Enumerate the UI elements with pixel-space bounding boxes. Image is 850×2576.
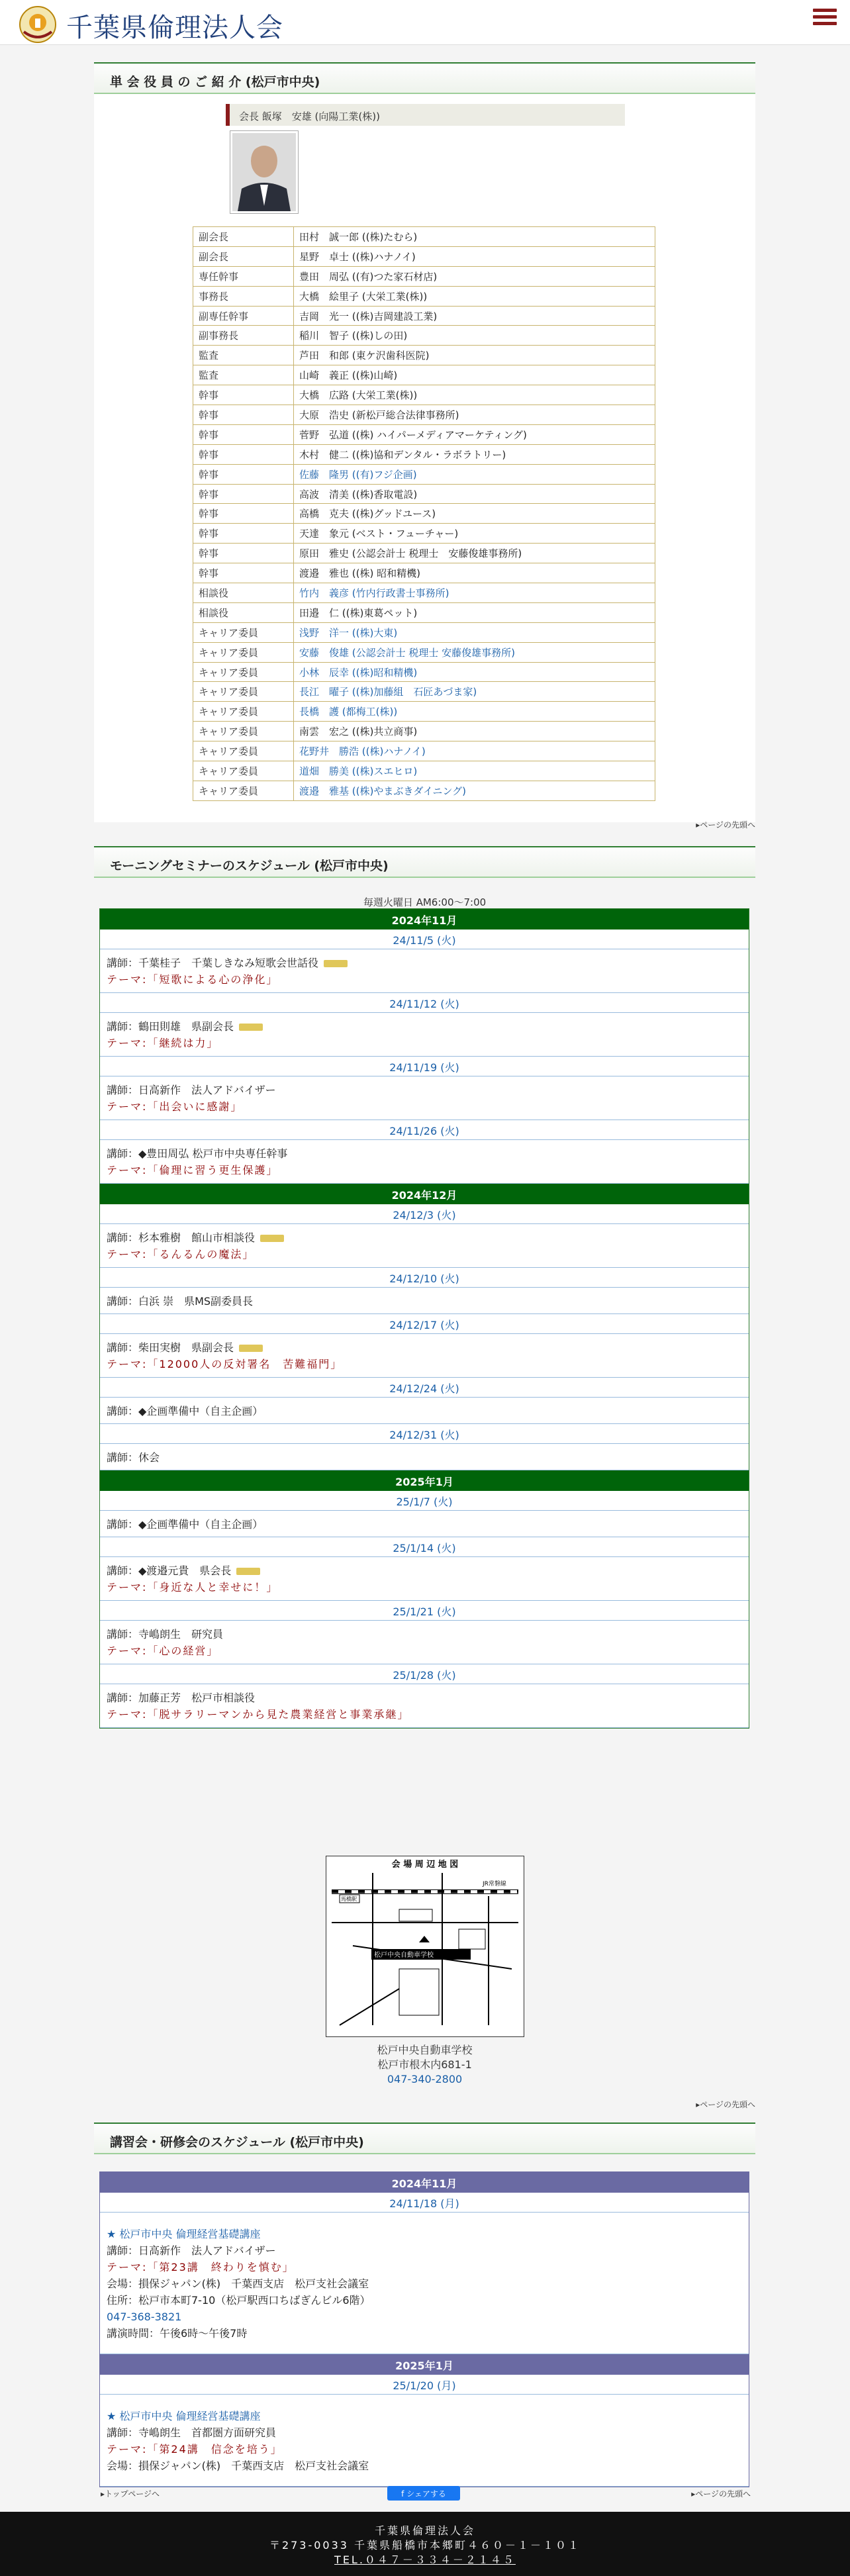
speaker-text: 講師：休会 [107, 1451, 160, 1464]
officer-row [193, 722, 655, 741]
seminar-date: 24/12/24 (火) [100, 1378, 749, 1398]
officer-row [193, 385, 655, 405]
officer-row [193, 227, 655, 247]
officer-role: キャリア委員 [193, 741, 294, 761]
officer-role: キャリア委員 [193, 682, 294, 702]
officer-role: 専任幹事 [193, 266, 294, 286]
officer-name: 田邉 仁 ((株)東葛ペット) [294, 602, 655, 622]
site-footer [0, 2512, 850, 2576]
officer-name: 芦田 和郎 (東ケ沢歯科医院) [294, 346, 655, 365]
officer-row [193, 444, 655, 464]
speaker-text: 講師：◆企画準備中（自主企画） [107, 1405, 263, 1417]
seminar-entry [100, 1684, 749, 1728]
seminar-theme: テーマ:「短歌による心の浄化」 [107, 973, 279, 986]
seminar-date: 24/11/19 (火) [100, 1057, 749, 1076]
lecture-phone-link[interactable]: 047-368-3821 [107, 2311, 182, 2323]
lecture-detail: 会場：損保ジャパン(株) 千葉西支店 松戸支社会議室 [107, 2459, 369, 2472]
officer-role: 幹事 [193, 484, 294, 504]
officer-role: 監査 [193, 346, 294, 365]
lecture-detail: 講師：寺嶋朗生 首都圏方面研究員 [107, 2426, 277, 2439]
speaker-text: 講師：◆豊田周弘 松戸市中央専任幹事 [107, 1147, 288, 1160]
speaker-text: 講師：白浜 崇 県MS副委員長 [107, 1295, 254, 1308]
officer-role: キャリア委員 [193, 761, 294, 781]
map-line-label: JR常磐線 [483, 1881, 506, 1887]
month-header: 2025年1月 [100, 1470, 749, 1491]
officer-role: 幹事 [193, 563, 294, 583]
officer-row [193, 544, 655, 563]
seminar-weekly-time: 毎週火曜日 AM6:00～7:00 [363, 896, 487, 908]
site-header [0, 0, 850, 45]
lecture-detail: 会場：損保ジャパン(株) 千葉西支店 松戸支社会議室 [107, 2277, 369, 2290]
venue-phone-link[interactable]: 047-340-2800 [387, 2073, 463, 2085]
officer-name-link[interactable]: 花野井 勝浩 ((株)ハナノイ) [294, 741, 655, 761]
officer-role: 幹事 [193, 524, 294, 544]
footer-tel-link[interactable]: TEL.０４７－３３４－２１４５ [334, 2553, 516, 2566]
seminar-entry [100, 949, 749, 993]
lecture-entry [100, 2213, 749, 2354]
officer-name: 南雲 宏之 ((株)共立商事) [294, 722, 655, 741]
officer-name: 渡邉 雅也 ((株) 昭和精機) [294, 563, 655, 583]
pagetop-link-1[interactable]: ▸ページの先頭へ [696, 820, 755, 830]
officer-row [193, 306, 655, 326]
officer-row [193, 424, 655, 444]
seminar-speaker [107, 1145, 742, 1162]
seminar-theme: テーマ:「12000人の反対署名 苦難福門」 [107, 1358, 343, 1370]
month-header: 2024年12月 [100, 1184, 749, 1204]
seminar-section [94, 846, 755, 2109]
officer-row [193, 346, 655, 365]
officer-row [193, 682, 655, 702]
officer-row [193, 602, 655, 622]
profile-badge-icon[interactable] [236, 1568, 260, 1575]
seminar-entry [100, 1013, 749, 1057]
seminar-theme: テーマ:「るんるんの魔法」 [107, 1248, 255, 1261]
president-label: 会長 飯塚 安雄 (向陽工業(株)) [226, 104, 625, 126]
officer-name: 田村 誠一郎 ((株)たむら) [294, 227, 655, 247]
seminar-entry [100, 1334, 749, 1378]
seminar-speaker [107, 1293, 742, 1310]
officer-row [193, 246, 655, 266]
officer-name-link[interactable]: 道畑 勝美 ((株)スエヒロ) [294, 761, 655, 781]
seminar-speaker [107, 1626, 742, 1643]
seminar-date: 25/1/21 (火) [100, 1601, 749, 1621]
seminar-entry [100, 1557, 749, 1601]
seminar-date: 25/1/7 (火) [100, 1491, 749, 1511]
seminar-theme: テーマ:「脱サラリーマンから見た農業経営と事業承継」 [107, 1708, 410, 1721]
pagetop-link-3[interactable]: ▸ページの先頭へ [691, 2489, 751, 2499]
speaker-text: 講師：鶴田則雄 県副会長 [107, 1020, 234, 1033]
lectures-section [94, 2123, 755, 2480]
seminar-speaker [107, 1516, 742, 1533]
officer-name-link[interactable]: 長江 曜子 ((株)加藤組 石匠あづま家) [294, 682, 655, 702]
speaker-text: 講師：日高新作 法人アドバイザー [107, 1084, 276, 1096]
seminar-speaker [107, 955, 742, 971]
officer-row [193, 326, 655, 346]
officer-row [193, 761, 655, 781]
seminar-entry [100, 1076, 749, 1120]
seminar-date: 24/11/5 (火) [100, 930, 749, 949]
site-title[interactable]: 千葉県倫理法人会 [66, 13, 283, 43]
officer-role: 幹事 [193, 444, 294, 464]
profile-badge-icon[interactable] [260, 1235, 284, 1242]
officer-role: 副事務長 [193, 326, 294, 346]
officer-row [193, 484, 655, 504]
seminar-speaker [107, 1018, 742, 1035]
seminar-date: 24/11/12 (火) [100, 993, 749, 1013]
officer-row [193, 365, 655, 385]
footer-address: 〒273-0033 千葉県船橋市本郷町４６０－１－１０１ [269, 2539, 581, 2552]
officers-section [94, 62, 755, 837]
lecture-entry [100, 2395, 749, 2487]
officer-role: キャリア委員 [193, 642, 294, 662]
officer-role: 相談役 [193, 602, 294, 622]
officer-name-link[interactable]: 竹内 義彦 (竹内行政書士事務所) [294, 583, 655, 603]
officer-row [193, 642, 655, 662]
officer-row [193, 504, 655, 524]
lecture-month-header: 2024年11月 [100, 2172, 749, 2193]
map-station-label: 馬橋駅 [341, 1896, 357, 1902]
seminar-speaker [107, 1690, 742, 1706]
president-photo [230, 130, 299, 214]
lecture-detail: 講師：日高新作 法人アドバイザー [107, 2244, 276, 2257]
officer-row [193, 702, 655, 722]
officer-row [193, 662, 655, 682]
speaker-text: 講師：杉本雅樹 館山市相談役 [107, 1231, 256, 1244]
speaker-text: 講師：寺嶋朗生 研究員 [107, 1628, 224, 1641]
seminar-section-title: モーニングセミナーのスケジュール (松戸市中央) [94, 846, 755, 878]
seminar-date: 24/11/26 (火) [100, 1120, 749, 1140]
speaker-text: 講師：柴田実樹 県副会長 [107, 1341, 234, 1354]
seminar-speaker [107, 1449, 742, 1466]
officer-role: 副会長 [193, 227, 294, 247]
map-title: 会 場 周 辺 地 図 [391, 1860, 459, 1870]
seminar-speaker [107, 1229, 742, 1246]
officer-role: 幹事 [193, 464, 294, 484]
facebook-share-button[interactable]: f シェアする [387, 2486, 460, 2501]
officer-role: キャリア委員 [193, 622, 294, 642]
officer-row [193, 563, 655, 583]
officers-table [193, 226, 655, 801]
officer-name-link[interactable]: 小林 辰幸 ((株)昭和精機) [294, 662, 655, 682]
lecture-detail: 住所：松戸市本町7-10（松戸駅西口ちばぎんビル6階） [107, 2294, 371, 2307]
officer-name: 星野 卓士 ((株)ハナノイ) [294, 246, 655, 266]
officer-name-link[interactable]: 渡邉 雅基 ((株)やまぶきダイニング) [294, 781, 655, 800]
officer-name: 菅野 弘道 ((株) ハイパーメディアマーケティング) [294, 424, 655, 444]
officer-name: 大橋 広路 (大栄工業(株)) [294, 385, 655, 405]
lecture-schedule [99, 2171, 749, 2487]
officer-row [193, 622, 655, 642]
officer-row [193, 741, 655, 761]
officer-role: 幹事 [193, 504, 294, 524]
officer-name-link[interactable]: 長橋 護 (都梅工(株)) [294, 702, 655, 722]
officer-role: 事務長 [193, 286, 294, 306]
officer-role: キャリア委員 [193, 781, 294, 800]
speaker-text: 講師：千葉桂子 千葉しきなみ短歌会世話役 [107, 957, 319, 969]
seminar-speaker [107, 1082, 742, 1098]
officer-name-link[interactable]: 佐藤 隆男 ((有)フジ企画) [294, 464, 655, 484]
officers-section-title: 単 会 役 員 の ご 紹 介 (松戸市中央) [94, 62, 755, 94]
officer-role: 監査 [193, 365, 294, 385]
seminar-speaker [107, 1562, 742, 1579]
footer-org-name: 千葉県倫理法人会 [374, 2524, 475, 2537]
menu-hamburger-icon[interactable] [813, 5, 837, 29]
seminar-entry [100, 1444, 749, 1470]
seminar-date: 24/12/10 (火) [100, 1268, 749, 1288]
officer-role: 副会長 [193, 246, 294, 266]
seminar-date: 24/12/31 (火) [100, 1424, 749, 1444]
officer-name: 高波 清美 ((株)香取電設) [294, 484, 655, 504]
officer-row [193, 781, 655, 800]
officer-name: 稲川 智子 ((株)しの田) [294, 326, 655, 346]
seminar-date: 24/12/17 (火) [100, 1314, 749, 1334]
lecture-date: 24/11/18 (月) [100, 2193, 749, 2213]
venue-map[interactable] [326, 1856, 524, 2037]
seminar-entry [100, 1140, 749, 1184]
officer-name: 山崎 義正 ((株)山崎) [294, 365, 655, 385]
seminar-theme: テーマ:「心の経営」 [107, 1645, 219, 1657]
seminar-theme: テーマ:「倫理に習う更生保護」 [107, 1164, 279, 1176]
officer-name: 豊田 周弘 ((有)つた家石材店) [294, 266, 655, 286]
officer-name-link[interactable]: 安藤 俊雄 (公認会計士 税理士 安藤俊雄事務所) [294, 642, 655, 662]
profile-badge-icon[interactable] [239, 1024, 263, 1031]
seminar-entry [100, 1621, 749, 1664]
lecture-month-header: 2025年1月 [100, 2354, 749, 2375]
officer-role: 幹事 [193, 544, 294, 563]
seminar-date: 24/12/3 (火) [100, 1204, 749, 1224]
seminar-entry [100, 1224, 749, 1268]
seminar-entry [100, 1511, 749, 1537]
pagetop-link-2[interactable]: ▸ページの先頭へ [696, 2100, 755, 2109]
profile-badge-icon[interactable] [239, 1345, 263, 1352]
month-header: 2024年11月 [100, 909, 749, 930]
venue-address: 松戸市根木内681-1 [377, 2058, 472, 2071]
officer-role: 相談役 [193, 583, 294, 603]
officer-role: キャリア委員 [193, 722, 294, 741]
officer-row [193, 524, 655, 544]
lectures-section-title: 講習会・研修会のスケジュール (松戸市中央) [94, 2123, 755, 2154]
venue-name: 松戸中央自動車学校 [377, 2044, 473, 2056]
speaker-text: 講師：加藤正芳 松戸市相談役 [107, 1692, 256, 1704]
lecture-theme: テーマ:「第24講 信念を培う」 [107, 2443, 283, 2456]
seminar-speaker [107, 1403, 742, 1419]
officer-name: 大原 浩史 (新松戸総合法律事務所) [294, 405, 655, 425]
seminar-theme: テーマ:「出会いに感謝」 [107, 1100, 243, 1113]
officer-name: 原田 雅史 (公認会計士 税理士 安藤俊雄事務所) [294, 544, 655, 563]
officer-role: キャリア委員 [193, 702, 294, 722]
officer-name: 木村 健二 ((株)協和デンタル・ラボラトリー) [294, 444, 655, 464]
officer-name-link[interactable]: 浅野 洋一 ((株)大東) [294, 622, 655, 642]
seminar-schedule [99, 908, 749, 1729]
seminar-date: 25/1/28 (火) [100, 1664, 749, 1684]
president-portrait-image [232, 133, 296, 211]
officer-name: 天達 象元 (ベスト・フューチャー) [294, 524, 655, 544]
seminar-entry [100, 1288, 749, 1314]
back-to-top-page-link[interactable]: ▸トップページへ [101, 2489, 160, 2499]
seminar-date: 25/1/14 (火) [100, 1537, 749, 1557]
lecture-date: 25/1/20 (月) [100, 2375, 749, 2395]
officer-role: 副専任幹事 [193, 306, 294, 326]
officer-role: 幹事 [193, 405, 294, 425]
officer-role: 幹事 [193, 385, 294, 405]
seminar-theme: テーマ:「身近な人と幸せに！」 [107, 1581, 279, 1594]
lecture-course-link[interactable]: ★ 松戸市中央 倫理経営基礎講座 [107, 2410, 261, 2422]
map-school-label: 松戸中央自動車学校 [374, 1952, 434, 1959]
officer-row [193, 464, 655, 484]
venue-map-image [326, 1856, 524, 2036]
lecture-course-link[interactable]: ★ 松戸市中央 倫理経営基礎講座 [107, 2228, 261, 2240]
officer-row [193, 405, 655, 425]
officer-row [193, 583, 655, 603]
officer-row [193, 266, 655, 286]
speaker-text: 講師：◆渡邉元貴 県会長 [107, 1564, 232, 1577]
officer-name: 高橋 克夫 ((株)グッドユース) [294, 504, 655, 524]
lecture-theme: テーマ:「第23講 終わりを慎む」 [107, 2261, 295, 2273]
officer-name: 吉岡 光一 ((株)吉岡建設工業) [294, 306, 655, 326]
officer-role: キャリア委員 [193, 662, 294, 682]
seminar-theme: テーマ:「継続は力」 [107, 1037, 219, 1049]
officer-name: 大橋 絵里子 (大栄工業(株)) [294, 286, 655, 306]
officer-role: 幹事 [193, 424, 294, 444]
lecture-detail: 講演時間：午後6時～午後7時 [107, 2327, 248, 2340]
speaker-text: 講師：◆企画準備中（自主企画） [107, 1518, 263, 1531]
profile-badge-icon[interactable] [324, 960, 348, 967]
seminar-entry [100, 1398, 749, 1424]
seminar-speaker [107, 1339, 742, 1356]
officer-row [193, 286, 655, 306]
logo-emblem[interactable] [19, 5, 57, 44]
